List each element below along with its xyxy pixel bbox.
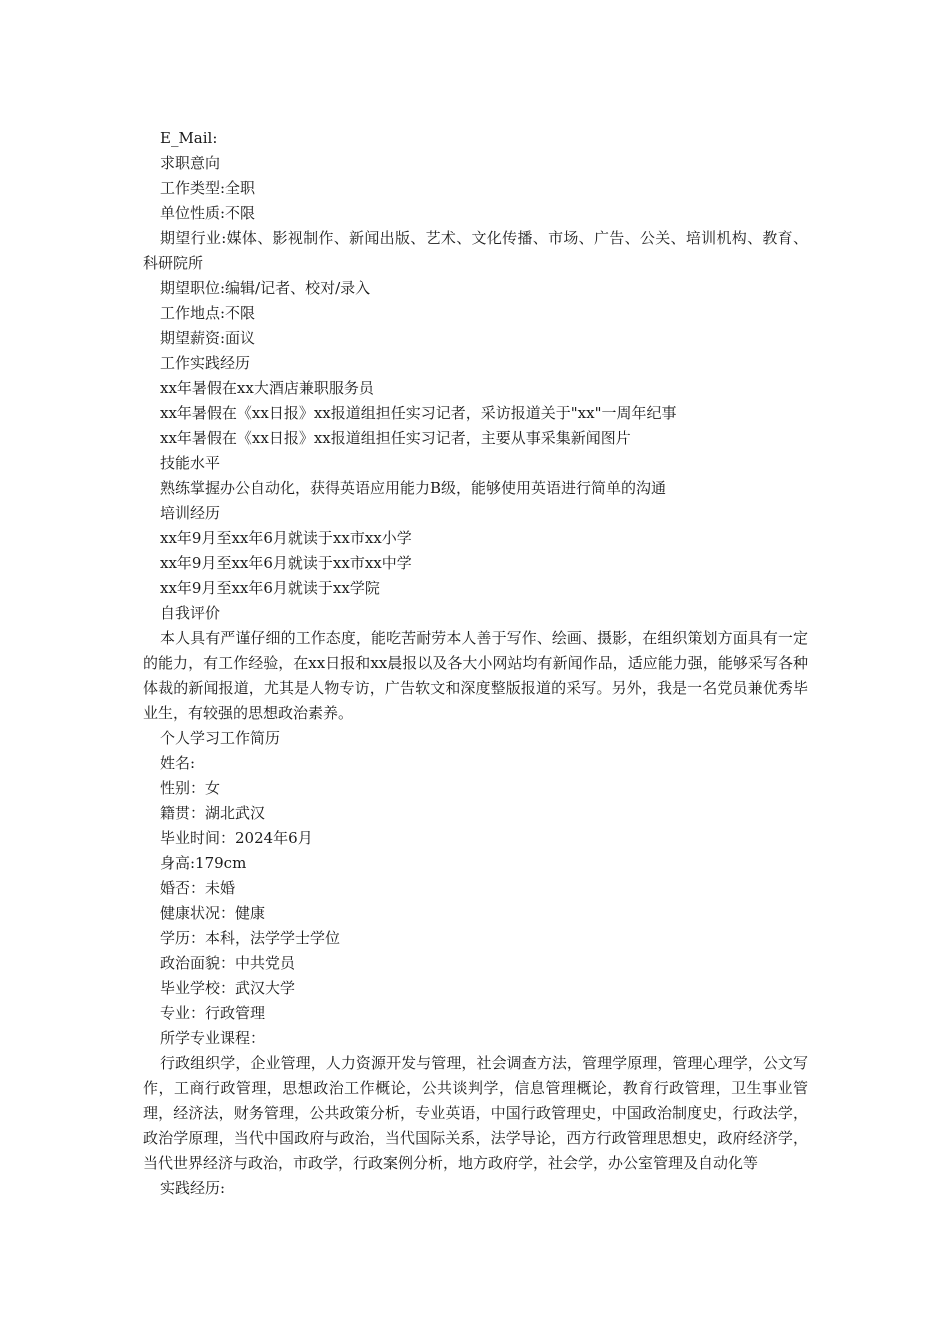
profile-education: 学历：本科，法学学士学位: [160, 929, 341, 947]
profile-native-place: 籍贯：湖北武汉: [160, 804, 266, 822]
skills-text: 熟练掌握办公自动化，获得英语应用能力B级，能够使用英语进行简单的沟通: [160, 479, 667, 497]
training-heading: 培训经历: [160, 504, 221, 522]
training-item: xx年9月至xx年6月就读于xx市xx小学: [160, 529, 412, 547]
work-practice-item: xx年暑假在《xx日报》xx报道组担任实习记者，主要从事采集新闻图片: [160, 429, 631, 447]
skills-heading: 技能水平: [160, 454, 221, 472]
expected-industry: 期望行业:媒体、影视制作、新闻出版、艺术、文化传播、市场、广告、公关、培训机构、教育、科研院所: [143, 229, 808, 272]
org-nature: 单位性质:不限: [160, 204, 256, 222]
profile-health: 健康状况：健康: [160, 904, 266, 922]
profile-height: 身高:179cm: [160, 854, 247, 872]
profile-name: 姓名:: [160, 754, 196, 772]
practice-label: 实践经历:: [160, 1179, 226, 1197]
profile-political-status: 政治面貌：中共党员: [160, 954, 296, 972]
profile-school: 毕业学校：武汉大学: [160, 979, 296, 997]
profile-major: 专业：行政管理: [160, 1004, 266, 1022]
profile-marital-status: 婚否：未婚: [160, 879, 236, 897]
work-practice-item: xx年暑假在xx大酒店兼职服务员: [160, 379, 374, 397]
work-location: 工作地点:不限: [160, 304, 256, 322]
profile-graduation-time: 毕业时间：2024年6月: [160, 829, 313, 847]
training-item: xx年9月至xx年6月就读于xx市xx中学: [160, 554, 412, 572]
job-intention-heading: 求职意向: [160, 154, 221, 172]
profile-gender: 性别：女: [160, 779, 221, 797]
work-practice-item: xx年暑假在《xx日报》xx报道组担任实习记者，采访报道关于"xx"一周年纪事: [160, 404, 677, 422]
self-evaluation-text: 本人具有严谨仔细的工作态度，能吃苦耐劳本人善于写作、绘画、摄影，在组织策划方面具有一定的能力，有工作经验，在xx日报和xx晨报以及各大小网站均有新闻作品，适应能力强，能够采写各种体裁的新闻报道，尤其是人物专访，广告软文和深度整版报道的采写。另外，我是一名党员兼优秀毕业生，有较强的思想政治素养。: [143, 629, 808, 722]
training-item: xx年9月至xx年6月就读于xx学院: [160, 579, 380, 597]
courses-text: 行政组织学，企业管理，人力资源开发与管理，社会调查方法，管理学原理，管理心理学，公文写作，工商行政管理，思想政治工作概论，公共谈判学，信息管理概论，教育行政管理，卫生事业管理，经济法，财务管理，公共政策分析，专业英语，中国行政管理史，中国政治制度史，行政法学，政治学原理，当代中国政府与政治，当代国际关系，法学导论，西方行政管理思想史，政府经济学，当代世界经济与政治，市政学，行政案例分析，地方政府学，社会学，办公室管理及自动化等: [143, 1054, 808, 1172]
courses-label: 所学专业课程：: [160, 1029, 266, 1047]
resume-body: [143, 126, 808, 1201]
email-label: E_Mail:: [160, 129, 218, 147]
self-evaluation-heading: 自我评价: [160, 604, 221, 622]
job-type: 工作类型:全职: [160, 179, 256, 197]
work-practice-heading: 工作实践经历: [160, 354, 251, 372]
profile-heading: 个人学习工作简历: [160, 729, 281, 747]
expected-position: 期望职位:编辑/记者、校对/录入: [160, 279, 371, 297]
expected-salary: 期望薪资:面议: [160, 329, 256, 347]
